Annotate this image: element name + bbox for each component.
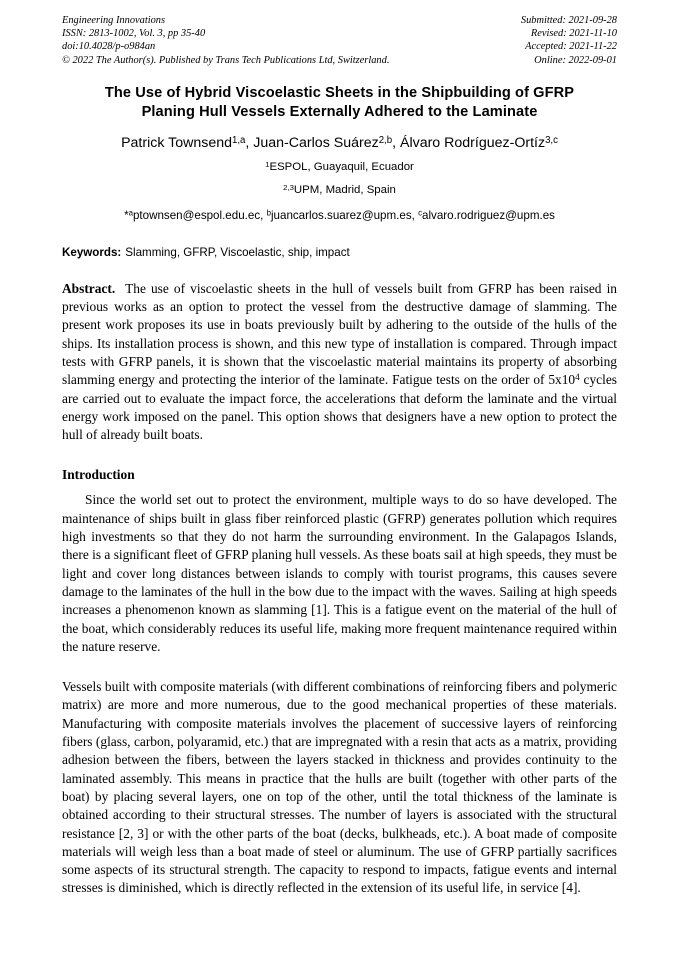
author-affiliation-marker-3: 3,c [545,134,558,146]
email-marker-1: a [128,208,133,218]
journal-header-right [521,14,617,67]
affiliation-1 [62,159,617,176]
journal-name: Engineering Innovations [62,15,166,26]
author-list [62,134,617,153]
affiliation-marker-1: 1 [265,159,270,169]
affiliation-text-1: ESPOL, Guayaquil, Ecuador [269,160,414,173]
author-emails [62,208,617,224]
journal-doi: doi:10.4028/p-o984an [62,41,156,53]
date-online: Online: 2022-09-01 [534,54,617,66]
author-name-3: Álvaro Rodríguez-Ortíz [399,134,546,151]
introduction-paragraph-1: Since the world set out to protect the environment, multiple ways to do so have developed. The maintenance of ships built in glass fiber reinforced plastic (GFRP) generates pollution which requires high investments so that they do not harm the surrounding environment. In the Galapagos Islands, there is a significant fleet of GFRP planing hull vessels. As these boats sail at high speeds, they must be light and cover long distances between islands to comply with tourist programs, this causes severe damage to the laminates of the hull in the bow due to the impact with the waves. Sailing at high speeds increases a phenomenon known as slamming [1]. This is a fatigue event on the material of the hull of the boat, which considerably reduces its useful life, making more frequent maintenance required within the nature reserve. [62,492,617,654]
author-name-2: Juan-Carlos Suárez [253,134,379,151]
author-name-1: Patrick Townsend [121,134,232,151]
email-address-3[interactable]: alvaro.rodriguez@upm.es [422,208,555,222]
email-marker-2: b [266,208,271,218]
introduction-paragraph-2: Vessels built with composite materials (with different combinations of reinforcing fibers and polymeric matrix) are more and more numerous, due to the good mechanical properties of these materials. Manufacturing with composite materials involves the placement of successive layers of reinforcing fibers (glass, carbon, polyaramid, etc.) that are impregnated with a resin that acts as a matrix, providing adhesion between the fibers, between the layers stacked in thickness and provides continuity to the laminated assembly. This means in practice that the hulls are built (together with other parts of the boat) by placing several layers, one on top of the other, until the total thickness of the laminate is obtained according to their structural stresses. The number of layers is associated with the structural resistance [2, 3] or with the other parts of the boat (decks, bulkheads, etc.). A boat made of composite materials will weigh less than a boat made of steel or aluminum. The use of GFRP partially sacrifices some aspects of its structural strength. The capacity to respond to impacts, fatigue events and internal stresses is diminished, which is directly reflected in the extension of its useful life, in service [4]. [62,679,617,896]
keywords-label: Keywords: [62,245,122,259]
author-separator-2: , [392,134,400,151]
affiliation-marker-2: 2,3 [283,182,294,192]
author-separator-1: , [245,134,254,151]
email-separator-2: , [411,208,419,222]
date-accepted: Accepted: 2021-11-22 [525,41,617,53]
corresponding-author-star: * [124,208,129,222]
journal-issn-volume: ISSN: 2813-1002, Vol. 3, pp 35-40 [62,28,206,40]
paper-title [62,84,617,123]
section-heading-introduction: Introduction [62,467,135,483]
affiliation-2 [62,182,617,199]
paper-title-line-2: Planing Hull Vessels Externally Adhered to the Laminate [141,104,538,121]
email-address-1[interactable]: ptownsen@espol.edu.ec [132,208,261,222]
keywords-values: Slamming, GFRP, Viscoelastic, ship, impact [125,245,350,259]
abstract-section [62,280,617,445]
journal-header [62,14,617,67]
email-address-2[interactable]: juancarlos.suarez@upm.es [270,208,412,222]
email-separator-1: , [260,208,267,222]
date-submitted: Submitted: 2021-09-28 [520,15,617,26]
author-affiliation-marker-2: 2,b [378,134,393,146]
email-marker-3: c [418,208,423,218]
abstract-text-part-1: The use of viscoelastic sheets in the hull of vessels built from GFRP has been raised in previous works as an option to protect the vessel from the destructive damage of slamming. The present work proposes its use in boats previously built by adhering to the outside of the hulls of the ships. Its installation process is shown, and this new type of installation is compared. Through impact tests with GFRP panels, it is shown that the viscoelastic material maintains its property of absorbing slamming energy and protecting the interior of the laminate. Fatigue tests on the order of 5x10 [62,280,617,388]
date-revised: Revised: 2021-11-10 [530,28,617,40]
author-affiliation-marker-1: 1,a [232,134,246,146]
keywords-line [62,245,617,261]
abstract-exponent: 4 [575,372,580,383]
abstract-label: Abstract. [62,280,116,296]
paper-title-line-1: The Use of Hybrid Viscoelastic Sheets in the Shipbuilding of GFRP [104,84,575,101]
journal-copyright: © 2022 The Author(s). Published by Trans Tech Publications Ltd, Switzerland. [62,54,390,66]
affiliation-text-2: UPM, Madrid, Spain [293,183,396,196]
journal-header-left [62,14,389,67]
abstract-text-part-2: cycles are carried out to evaluate the impact force, the accelerations that deform the laminate and the virtual energy work imposed on the panel. This option shows that designers have a new option to protect the hull of already built boats. [62,372,617,443]
